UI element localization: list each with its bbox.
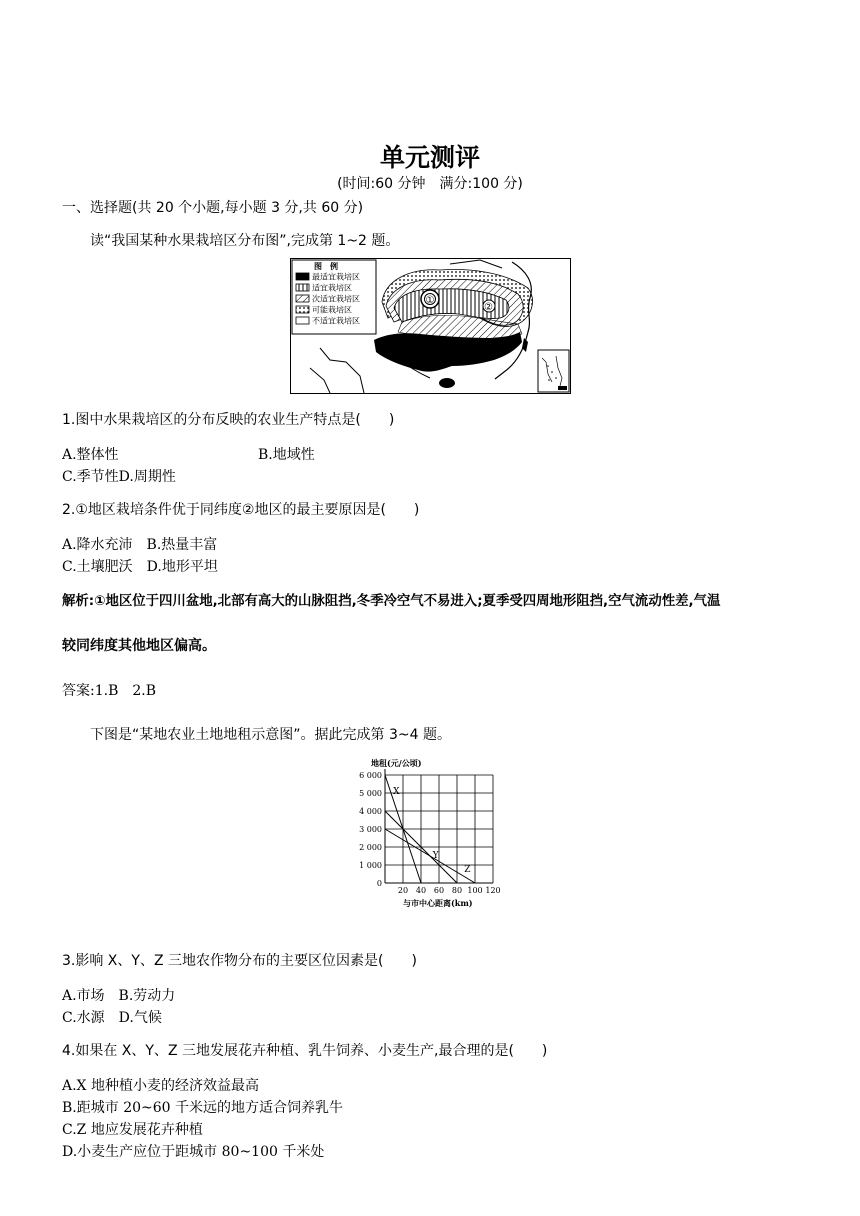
chart-y-tick-label: 3 000 — [359, 825, 382, 834]
chart-series-label-z: Z — [464, 865, 471, 876]
q1-option-cd: C.季节性D.周期性 — [62, 469, 176, 485]
chart-x-tick-label: 40 — [415, 886, 427, 895]
chart-x-tick-label: 20 — [397, 886, 409, 895]
section-heading: 一、选择题(共 20 个小题,每小题 3 分,共 60 分) — [62, 200, 364, 216]
q2-stem: 2.①地区栽培条件优于同纬度②地区的最主要原因是( ) — [62, 502, 420, 518]
fruit-cultivation-map — [290, 258, 571, 394]
q3-option-ab: A.市场 B.劳动力 — [62, 988, 176, 1004]
chart-y-tick-label: 0 — [376, 879, 382, 888]
chart-x-tick-label: 120 — [485, 886, 501, 895]
chart-y-tick-label: 5 000 — [359, 789, 382, 798]
q4-option-d: D.小麦生产应位于距城市 80~100 千米处 — [62, 1144, 325, 1160]
q4-option-a: A.X 地种植小麦的经济效益最高 — [62, 1078, 259, 1094]
chart-series-label-y: Y — [432, 850, 439, 861]
page-title: 单元测评 — [379, 143, 480, 172]
legend-item-suitable: 适宜栽培区 — [312, 283, 352, 293]
legend-item-possible: 可能栽培区 — [312, 305, 352, 315]
q4-option-c: C.Z 地应发展花卉种植 — [62, 1122, 203, 1138]
chart-y-axis-label: 地租(元/公顷) — [371, 758, 422, 768]
chart-y-tick-label: 1 000 — [359, 861, 382, 870]
q2-option-ab: A.降水充沛 B.热量丰富 — [62, 537, 218, 553]
intro-q1-2: 读“我国某种水果栽培区分布图”,完成第 1~2 题。 — [90, 233, 400, 249]
chart-y-tick-label: 2 000 — [359, 843, 382, 852]
q3-option-cd: C.水源 D.气候 — [62, 1010, 162, 1026]
chart-x-axis-label: 与市中心距离(km) — [403, 898, 473, 908]
legend-item-most-suitable: 最适宜栽培区 — [312, 272, 360, 282]
analysis-line-2: 较同纬度其他地区偏高。 — [62, 638, 216, 654]
land-rent-chart-svg — [355, 755, 505, 910]
legend-title: 图 例 — [314, 261, 338, 271]
answer-1-2: 答案:1.B 2.B — [62, 683, 157, 699]
chart-series-line-z — [385, 829, 475, 883]
map-mark-1: ① — [425, 295, 435, 306]
map-mark-2: ② — [484, 302, 493, 313]
legend-item-sub-suitable: 次适宜栽培区 — [312, 294, 360, 304]
analysis-line-1: 解析:①地区位于四川盆地,北部有高大的山脉阻挡,冬季冷空气不易进入;夏季受四周地形阻挡,空气流动性差,气温 — [62, 594, 721, 609]
chart-y-tick-label: 6 000 — [359, 771, 382, 780]
q2-option-cd: C.土壤肥沃 D.地形平坦 — [62, 559, 218, 575]
chart-y-tick-label: 4 000 — [359, 807, 382, 816]
land-rent-chart — [355, 755, 505, 910]
q4-stem: 4.如果在 X、Y、Z 三地发展花卉种植、乳牛饲养、小麦生产,最合理的是( ) — [62, 1043, 548, 1059]
chart-x-tick-label: 80 — [451, 886, 463, 895]
chart-x-tick-label: 100 — [467, 886, 483, 895]
page-subtitle: (时间:60 分钟 满分:100 分) — [337, 176, 523, 192]
chart-x-tick-label: 60 — [433, 886, 445, 895]
q1-stem: 1.图中水果栽培区的分布反映的农业生产特点是( ) — [62, 412, 395, 428]
chart-series-label-x: X — [393, 786, 400, 797]
legend-item-unsuitable: 不适宜栽培区 — [312, 316, 360, 326]
q3-stem: 3.影响 X、Y、Z 三地农作物分布的主要区位因素是( ) — [62, 953, 417, 969]
q1-option-b: B.地域性 — [258, 447, 315, 463]
intro-q3-4: 下图是“某地农业土地地租示意图”。据此完成第 3~4 题。 — [90, 727, 451, 743]
q4-option-b: B.距城市 20~60 千米远的地方适合饲养乳牛 — [62, 1100, 343, 1116]
q1-option-a: A.整体性 — [62, 447, 119, 463]
